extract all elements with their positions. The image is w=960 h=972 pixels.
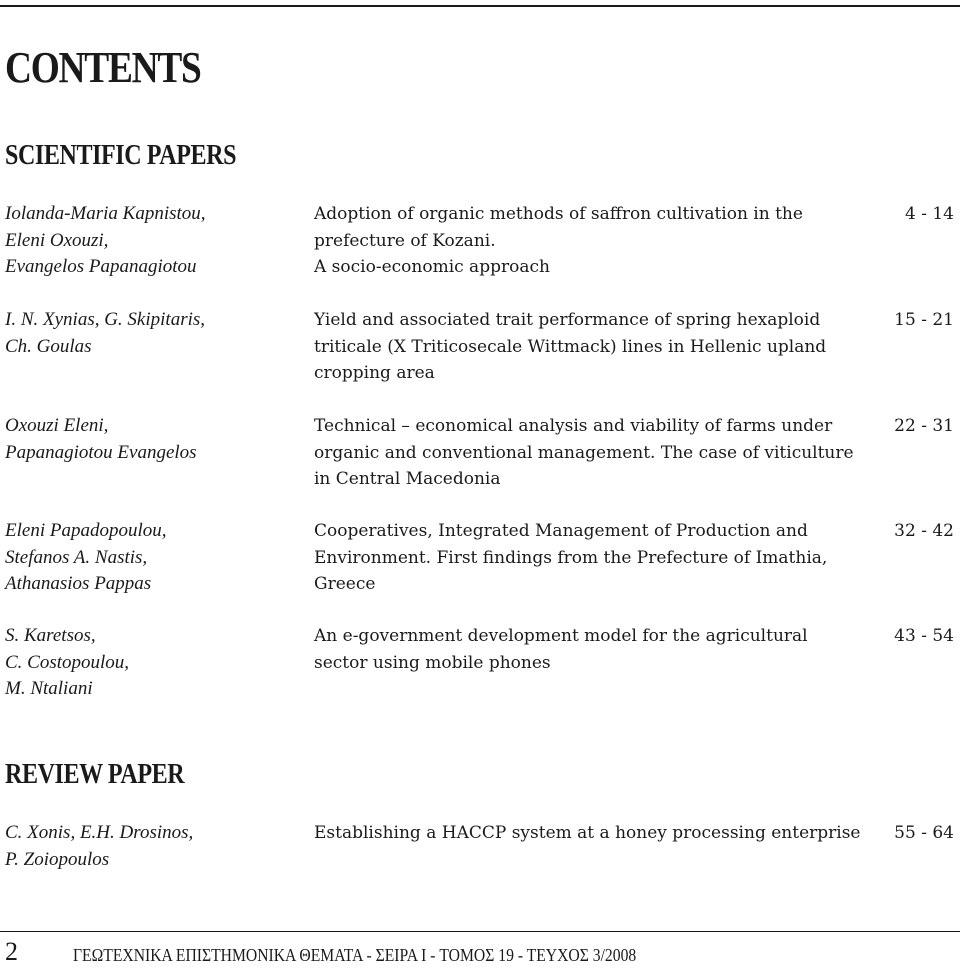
entry-pages: 43 - 54	[894, 626, 954, 646]
entry-title: An e-government development model for the agricultural sector using mobile phones	[314, 626, 808, 673]
entry-authors: Iolanda-Maria Kapnistou, Eleni Oxouzi, Evangelos Papanagiotou	[5, 203, 206, 277]
entry-title: Yield and associated trait performance of spring hexaploid triticale (X Triticosecale Wittmack) lines in Hellenic upland cropping area	[314, 310, 827, 383]
entry-title: Establishing a HACCP system at a honey processing enterprise	[314, 823, 861, 843]
entry-pages: 4 - 14	[905, 204, 954, 224]
entry-title: Cooperatives, Integrated Management of Production and Environment. First findings from the Prefecture of Imathia, Greece	[314, 521, 828, 594]
page-title: CONTENTS	[5, 43, 201, 92]
entry-authors: I. N. Xynias, G. Skipitaris, Ch. Goulas	[5, 309, 206, 357]
entry-authors: C. Xonis, E.H. Drosinos, P. Zoiopoulos	[5, 822, 194, 870]
footer-journal-title: ΓΕΩΤΕΧΝΙΚΑ ΕΠΙΣΤΗΜΟΝΙΚΑ ΘΕΜΑΤΑ - ΣΕΙΡΑ I - ΤΟΜΟΣ 19 - ΤΕΥΧΟΣ 3/2008	[73, 945, 637, 965]
footer-rule	[0, 931, 960, 932]
top-rule	[0, 5, 960, 7]
section-heading-review-paper: REVIEW PAPER	[5, 759, 185, 790]
footer-page-number: 2	[5, 937, 18, 966]
entry-authors: S. Karetsos, C. Costopoulou, M. Ntaliani	[5, 625, 130, 699]
entry-pages: 55 - 64	[894, 823, 954, 843]
entry-title: Technical – economical analysis and viability of farms under organic and conventional management. The case of viticulture in Central Macedonia	[314, 416, 854, 489]
entry-authors: Eleni Papadopoulou, Stefanos A. Nastis, Athanasios Pappas	[5, 520, 167, 594]
entry-pages: 15 - 21	[894, 310, 954, 330]
entry-pages: 32 - 42	[894, 521, 954, 541]
entry-pages: 22 - 31	[894, 416, 954, 436]
section-heading-scientific-papers: SCIENTIFIC PAPERS	[5, 140, 237, 171]
entry-authors: Oxouzi Eleni, Papanagiotou Evangelos	[5, 415, 197, 463]
entry-title: Adoption of organic methods of saffron cultivation in the prefecture of Kozani. A socio-economic approach	[314, 204, 803, 277]
